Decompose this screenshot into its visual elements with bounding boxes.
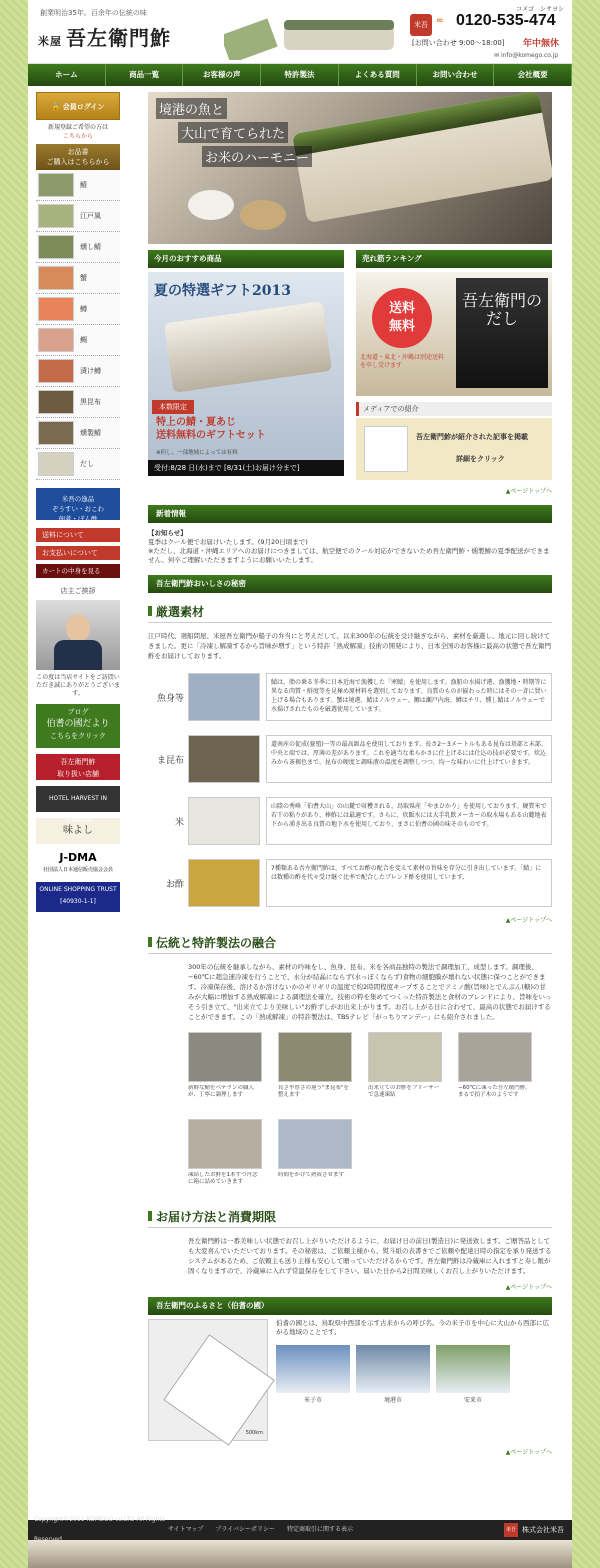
trust-banner[interactable] [36,882,120,912]
banner-goods-sub1: ぞうすい・おこわ [52,505,104,513]
main-content [148,92,552,1462]
left-pattern-band [0,0,28,1568]
tel-ruby: コメゴ シサヨシ [516,6,565,13]
map-scale: 500km [245,1430,263,1436]
process-photo [278,1032,352,1111]
place-photo-image [276,1345,350,1393]
order-menu-title: お品書 [67,148,89,156]
blog-label: ブログ [67,708,89,716]
nav-voices[interactable]: お客様の声 [183,64,261,86]
ranking-note [360,354,444,370]
sidebar-item-thumb [38,235,74,259]
media-line-2: 詳細をクリック [456,455,505,463]
pagetop-link[interactable]: ▲ページトップへ [505,1449,552,1456]
shops-title: 吾左衛門鮓 [60,758,96,766]
sidebar-item-thumb [38,452,74,476]
nav-home[interactable]: ホーム [28,64,106,86]
sidebar-item[interactable] [36,201,120,232]
media-label: メディアでの紹介 [356,402,552,416]
gift-deadline: 受付:8/28 日(水)まで [8/31(土)お届け分まで] [148,460,344,476]
site-logo[interactable] [38,22,171,51]
owner-text: この度は当店サイトをご訪問いただき誠にありがとうございます。 [36,674,121,697]
limited-badge: 本数限定 [152,400,194,414]
ranking-note-1: 北海道・東北・沖縄は別途送料 [360,354,445,361]
sidebar-item[interactable] [36,294,120,325]
ingredient-text: 山陰の秀峰「伯耆大山」の山麓で収穫される、鳥取県産「やまひかり」を使用しております。硬質米で若干の粘りがあり、棒鮓には最適です。さらに、炊飯水には大手乳飲メーカーの取水場もある山麓地表下から湧き出る良質の地下水を使用しており、まさに伯耆の國の味そのものです。 [266,797,552,845]
header-sushi-image [224,6,396,60]
copyright: Copyright©2011 KOMEGO co.LTD All Rights [34,1516,165,1523]
news-line-2: ※ただし、北海道・沖縄エリアへのお届けにつきましては、航空便でのクール対応ができないため吾左衛門鮓・燻製鯖の夏季配送ができません。何卒ご理解いただきますようにお願いいたします。 [148,547,550,564]
sidebar-item-label: 燻製鯖 [80,429,101,437]
sidebar-item-label: 江戸風 [80,212,101,220]
process-photo-image [188,1119,262,1169]
sidebar-item-label: 鯖 [80,181,87,189]
freedial-icon: ∞ [436,16,444,26]
pagetop-link[interactable]: ▲ページトップへ [505,917,552,924]
stamp-line-2: 無料 [388,319,415,334]
sidebar-item-label: 鯛 [80,336,87,344]
ingredient-photo [188,859,260,907]
ingredient-name: 米 [174,817,184,828]
feature-row [148,250,552,480]
banner-goods-title: 米吾の逸品 [61,495,95,503]
ranking-note-2: を申し受けます [360,362,403,369]
place-photo-caption: 境港市 [383,1397,402,1404]
recommend-header: 今月のおすすめ商品 [148,250,344,268]
hero-sushi-image [292,92,552,223]
trust-number: [40930-1-1] [60,898,96,905]
process-photo-caption: 凍結したお鮓を1本ずつ丹念に箱に詰めていきます [188,1172,258,1185]
hometown-section [148,1319,552,1441]
signup-note [36,122,120,140]
delivery-heading: お届け方法と消費期限 [148,1208,552,1228]
process-photo [458,1032,532,1111]
dashi-package: 吾左衛門のだし [456,278,548,388]
tagline: 創業明治35年。百余年の伝統の味 [40,9,147,17]
company-name: 株式会社米吾 [522,1526,564,1534]
sidebar-item[interactable] [36,356,120,387]
place-photo-image [436,1345,510,1393]
ranking-column [356,250,552,480]
cart-link[interactable]: カートの中身を見る [36,564,120,578]
company-badge: 米吾 [504,1523,518,1537]
right-pattern-band [572,0,600,1568]
hotel-banner[interactable]: HOTEL HARVEST IN [36,786,120,812]
japan-map [148,1319,268,1441]
contact-hours: [お問い合わせ 9:00〜18:00] [412,39,505,47]
process-photo-caption: 時間をかけて熟成させます [278,1172,345,1178]
sidebar-item[interactable] [36,325,120,356]
ranking-banner[interactable] [356,272,552,396]
owner-photo [36,600,120,670]
news-line-1: 夏季はクール便でお届けいたします。(9月20日頃まで) [148,538,308,546]
hometown-text: 伯耆の國とは、鳥取県中西部を示す古来からの呼び名。今の米子市を中心に大山から西部に広がる地域のことです。 [276,1319,549,1336]
nav-patent[interactable]: 特許製法 [261,64,339,86]
owner-greeting [36,586,120,698]
gift-copy [156,416,266,442]
gift-copy-1: 特上の鯖・夏あじ [156,417,236,428]
process-photo-caption: 新鮮な鯖をベテランの職人が、丁寧に調理します [188,1085,255,1098]
sidebar-item-label: 燻し鯖 [80,243,101,251]
material-text: 江戸時代、廻船問屋、米屋吾左衛門が船子の弁当にと考えだして、以来300年の伝統を受け継ぎながら、素材を厳選し、地元に回し続けてきました。更に「冷凍し解凍するから旨味が増す」という特許「熟成解凍」技術の開発により、日本全国のお客様に最高の状態で吾左衛門鮓をお届けしております。 [148,632,551,660]
hero-line-3: お米のハーモニー [202,146,312,167]
nav-faq[interactable]: よくある質問 [339,64,417,86]
process-photo-image [458,1032,532,1082]
pagetop-link[interactable]: ▲ページトップへ [505,1284,552,1291]
site-header [28,0,572,64]
gift-note: ※但し、一部地域によっては有料 [156,450,238,456]
holiday-note: 年中無休 [523,39,560,49]
blog-banner[interactable] [36,704,120,748]
payment-link[interactable]: お支払いについて [36,546,120,560]
pagetop-link[interactable]: ▲ページトップへ [505,488,552,495]
secret-header: 吾左衛門鮓おいしさの秘密 [148,575,552,593]
banner-goods-sub2: 佃煮・ぽん酢 [58,515,98,523]
ingredient-photo [188,673,260,721]
place-photo [436,1345,510,1404]
nav-products[interactable]: 商品一覧 [106,64,184,86]
process-photo-image [188,1032,262,1082]
nav-contact[interactable]: お問い合わせ [417,64,495,86]
hometown-photos [276,1345,552,1404]
sidebar-item-label: だし [80,460,94,468]
trust-label: ONLINE SHOPPING TRUST [39,886,117,893]
process-photo [188,1032,262,1111]
ingredient-list [148,671,552,909]
blog-title: 伯耆の國だより [46,719,110,729]
news-body [148,529,552,565]
sidebar-item-thumb [38,173,74,197]
email-text: info@komego.co.jp [500,52,559,59]
order-menu-header [36,144,120,170]
shipping-link[interactable]: 送料について [36,528,120,542]
process-photo-image [278,1032,352,1082]
process-photo-image [278,1119,352,1169]
news-header: 新着情報 [148,505,552,523]
news-title: 【お知らせ】 [148,529,187,537]
ingredient-name: お酢 [165,879,184,890]
ingredient-text: 7種類ある吾左衛門鮓は、すべてお酢の配合を変えて素材の旨味を存分に引き出しています。「鯖」には数種の酢を代々受け継ぐ比率で配合したブレンド酢を使用しています。 [266,859,552,907]
bottom-decoration [28,1540,572,1568]
sidebar-item-label: 漬け鱒 [80,367,101,375]
blog-click: こちらをクリック [50,732,106,740]
tel-badge: 米吾 [410,14,432,36]
process-photo [368,1032,442,1111]
newspaper-icon [364,426,408,472]
ingredient-row [148,671,552,723]
footer-sitemap[interactable]: サイトマップ [168,1526,204,1533]
jdma-banner[interactable] [36,850,120,876]
sidebar-item-thumb [38,297,74,321]
place-photo-caption: 安来市 [463,1397,482,1404]
place-photo-image [356,1345,430,1393]
sidebar-item[interactable] [36,263,120,294]
place-photo [276,1345,350,1404]
sidebar-item-label: 蟹 [80,274,87,282]
gift-sushi-image [164,301,332,393]
media-line-1: 吾左衛門鮓が紹介された記事を掲載 [416,433,528,441]
recommend-column [148,250,344,480]
jdma-sub: 社団法人日本通信販売協会会員 [42,867,113,873]
ingredient-name: 魚身等 [156,693,184,704]
hero-sugar [240,200,286,230]
global-nav [28,64,572,86]
ingredient-row [148,857,552,909]
logo-prefix: 米屋 [38,35,62,48]
footer-privacy[interactable]: プライバシーポリシー [215,1526,276,1533]
hero-line-1: 境港の魚と [156,98,227,119]
gift-title: 夏の特選ギフト2013 [154,283,291,299]
sidebar-item-label: 黒昆布 [80,398,101,406]
order-menu-sub: ご購入はこちらから [46,158,110,166]
sidebar-item[interactable] [36,232,120,263]
sidebar-item-label: 鱒 [80,305,87,313]
logo-text: 吾左衛門鮓 [66,26,171,50]
sidebar-item[interactable] [36,449,120,480]
tradition-text: 300年の伝統を継承しながら、素材の吟味をし、魚身、昆布、米を各商品独特の製法で調理加工、成型します。調理後、−60℃に超急速冷凍を行うことで、水分が結晶にならず(水っぽくならず)食物の細胞膜が壊れない状態に保つことができます。冷凍保存後、溶けるか溶けないかのギリギリの温度で約2時間程度キープすることでアミノ酸(旨味)とでんぷん(糖)の甘みが大幅に増加する熟成解凍による調理法を確立。技術の粋を集めてつくった特許製法と食材のブレンドにより、旨味をいっそう引き立て、"出来立てより美味しい"お鮓ずしがお出来上がります。お召し上がる日に合わせて、最高の状態でお届けすることができます。この「熟成解凍」の特許製法は、TBSテレビ「がっちりマンデー」にも紹介されました。 [188,963,552,1021]
page-wrapper [28,0,572,1568]
hero-salt [188,190,234,220]
owner-heading: 店主ご挨拶 [60,587,96,595]
ingredient-photo [188,797,260,845]
process-photos [148,1032,552,1198]
sidebar-item[interactable] [36,418,120,449]
hometown-right [268,1319,552,1441]
ajiyoshi-banner[interactable]: 味よし [36,818,120,844]
product-menu [36,170,120,480]
member-login-button[interactable]: 🔒 会員ログイン [36,92,120,120]
hero-banner[interactable] [148,92,552,244]
sidebar-item[interactable] [36,170,120,201]
process-photo [278,1119,352,1198]
shops-sub: 取り扱い店舗 [57,770,99,778]
ingredient-text: 鯖は、脂の乗る冬季に日本近海で漁獲した「寒鯖」を使用します。漁船の水揚げ港、漁獲地・時期等に異なる肉質・鮮度等を見極め原材料を選別しております。良質のものが揃わった時にはその一斉に買い上げる場合もあります。蟹は境港、鯖はノルウェー、鯛は瀬戸内海、鱒はチリ、燻し鯖はノルウェーで水揚げされたものを厳選使用しています。 [266,673,552,721]
footer-links [168,1520,504,1540]
sidebar [36,92,120,912]
delivery-text: 吾左衛門鮓は一番美味しい状態でお召し上がりいただけるように、お届け日の前日(製造日)に発送致します。ご贈答品としても大変喜んでいただいております。その秘密は、ご依頼主様から、熨斗紙の表書きでご依頼や配達日時の指定を承り発送するシステムがあるため、ご依頼主も送り主様も安心して贈っていただけるからです。吾左衛門鮓は冷蔵庫に入れますと寿し飯が固くなりますので、冷蔵庫に入れず常温保存をして下さい。届いた日から2日間美味しくお召し上がりいただけます。 [188,1237,552,1275]
signup-link[interactable]: こちらから [62,133,93,140]
ingredient-photo [188,735,260,783]
sidebar-item-thumb [38,359,74,383]
sidebar-item-thumb [38,204,74,228]
email-link[interactable]: ✉ info@komego.co.jp [494,52,559,59]
ingredient-row [148,733,552,785]
phone-number[interactable]: 0120-535-474 [456,12,556,29]
site-footer [28,1516,572,1540]
place-photo-caption: 米子市 [303,1397,322,1404]
ingredient-text: 道南産の促成(養殖)一等の最高級品を使用しております。長さ2〜3メートルもある昆布は基部と末部、中央と端では、厚薄の差があります。これを適当な柔らかさに仕上げるには仕込の技が必要です。炊込みから茶褐色まで、昆布の硬度と調味液の温度を調整しつつ、均一な味わいに仕上げていきます。 [266,735,552,783]
free-shipping-stamp [372,288,432,348]
process-photo [188,1119,262,1198]
hero-line-2: 大山で育てられた [178,122,288,143]
jdma-logo: J-DMA [59,851,97,864]
sidebar-item[interactable] [36,387,120,418]
footer-tokutei[interactable]: 特定商取引に関する表示 [287,1526,354,1533]
stamp-line-1: 送料 [388,301,415,316]
shops-banner[interactable] [36,754,120,780]
ingredient-name: ま昆布 [156,755,184,766]
gift-copy-2: 送料無料のギフトセット [156,430,266,441]
media-banner[interactable] [356,418,552,480]
sidebar-item-thumb [38,266,74,290]
banner-goods[interactable] [36,488,120,523]
sidebar-item-thumb [38,390,74,414]
ingredient-row [148,795,552,847]
hometown-header: 吾左衛門のふるさと（伯耆の國） [148,1297,552,1315]
footer-company [504,1520,572,1540]
gift-banner[interactable] [148,272,344,476]
material-heading: 厳選素材 [148,603,552,623]
nav-company[interactable]: 会社概要 [494,64,572,86]
process-photo-caption: 出来立てのお鮓をフリーザーで急速凍結 [368,1085,440,1098]
process-photo-image [368,1032,442,1082]
sidebar-item-thumb [38,421,74,445]
place-photo [356,1345,430,1404]
tradition-heading: 伝統と特許製法の融合 [148,934,552,954]
sidebar-item-thumb [38,328,74,352]
ranking-header: 売れ筋ランキング [356,250,552,268]
process-photo-caption: −60℃に凍った吾左衛門鮓。まるで拍子木のようです [458,1085,531,1098]
process-photo-caption: 長さや厚さの違う"ま昆布"を整えます [278,1085,350,1098]
signup-note-line: 新規登録ご希望の方は [47,124,108,131]
login-label: 会員ログイン [62,103,105,111]
